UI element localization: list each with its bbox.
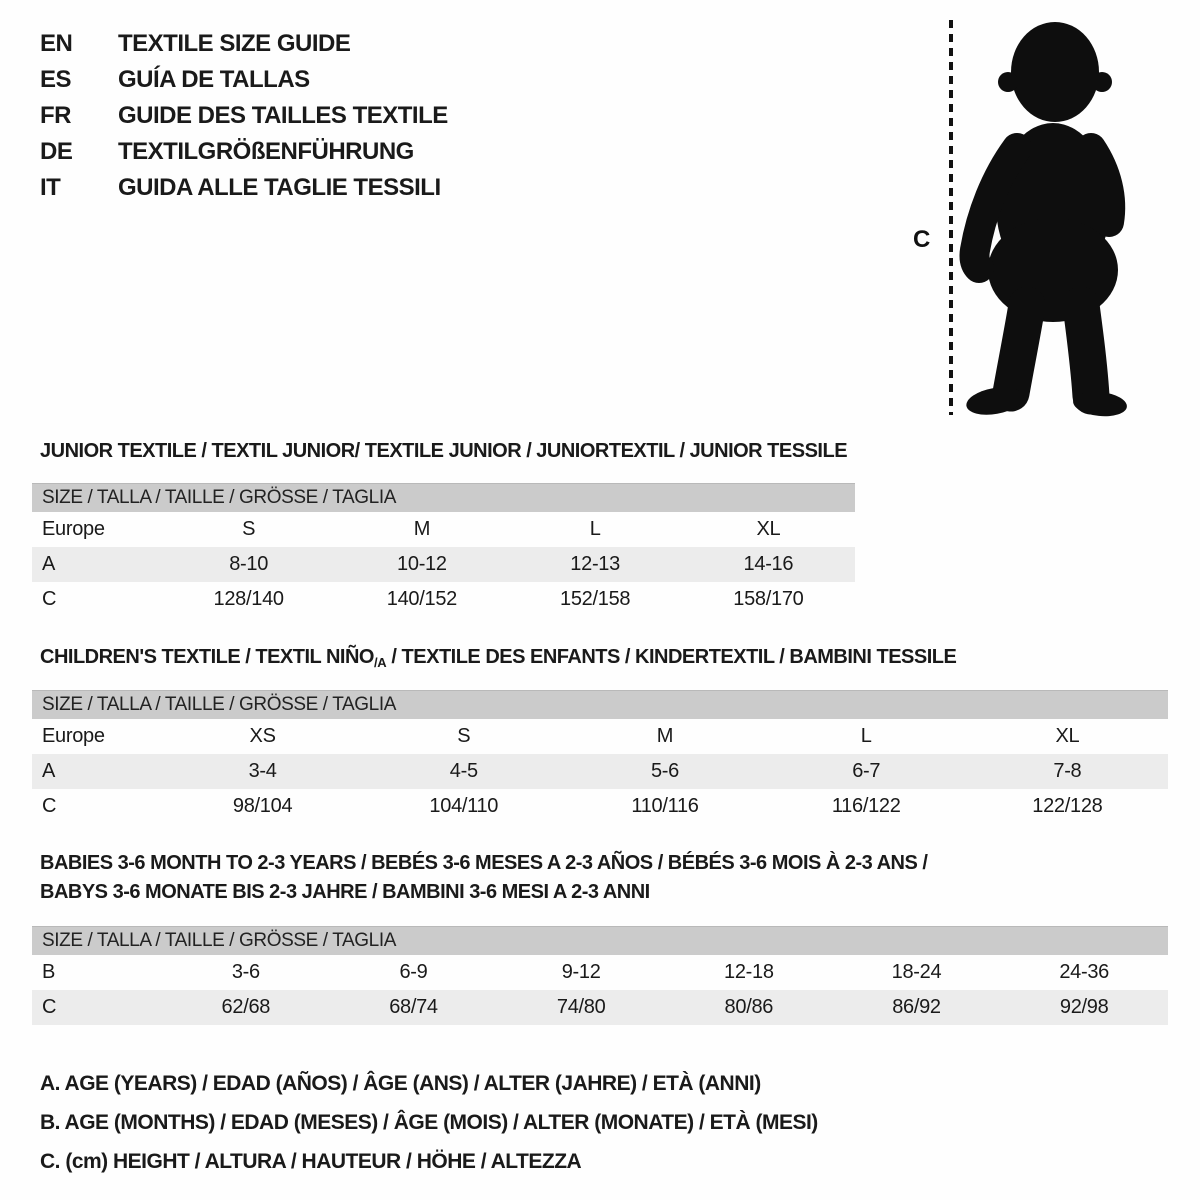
language-title: TEXTILGRÖßENFÜHRUNG <box>118 138 414 165</box>
table-row-height <box>32 789 1168 824</box>
baby-height-figure <box>895 10 1165 420</box>
age-cell: 18-24 <box>891 961 942 983</box>
language-row <box>40 62 448 98</box>
height-cell: 62/68 <box>221 996 271 1018</box>
height-cell: 104/110 <box>429 795 499 817</box>
section-title-junior: JUNIOR TEXTILE / TEXTIL JUNIOR/ TEXTILE JUNIOR / JUNIORTEXTIL / JUNIOR TESSILE <box>40 440 848 462</box>
size-cell: S <box>242 518 256 540</box>
size-cell: XL <box>756 518 781 540</box>
height-cell: 152/158 <box>560 588 631 610</box>
language-row <box>40 170 448 206</box>
language-code: DE <box>40 138 73 165</box>
row-label: Europe <box>42 518 105 540</box>
language-title: GUIDA ALLE TAGLIE TESSILI <box>118 174 441 201</box>
height-cell: 116/122 <box>831 795 901 817</box>
height-cell: 140/152 <box>386 588 457 610</box>
row-label: A <box>42 553 56 575</box>
children-size-table <box>32 690 1168 824</box>
title-text: / TEXTILE DES ENFANTS / KINDERTEXTIL / BAMBINI TESSILE <box>386 646 957 668</box>
age-cell: 8-10 <box>229 553 269 575</box>
age-cell: 12-18 <box>724 961 774 983</box>
age-cell: 9-12 <box>561 961 601 983</box>
language-title: GUIDE DES TAILLES TEXTILE <box>118 102 448 129</box>
junior-size-table <box>32 483 855 617</box>
row-label: C <box>42 795 57 817</box>
section-title-babies <box>40 849 927 907</box>
height-cell: 86/92 <box>892 996 941 1018</box>
row-label: B <box>42 961 56 983</box>
size-cell: M <box>413 518 431 540</box>
language-title-list <box>40 26 448 206</box>
size-cell: XL <box>1055 725 1080 747</box>
height-cell: 74/80 <box>556 996 606 1018</box>
note-height-cm: C. (cm) HEIGHT / ALTURA / HAUTEUR / HÖHE / ALTEZZA <box>40 1150 582 1173</box>
age-cell: 6-7 <box>852 760 881 782</box>
height-measure-label: C <box>913 226 931 253</box>
height-cell: 68/74 <box>389 996 438 1018</box>
title-line: BABIES 3-6 MONTH TO 2-3 YEARS / BEBÉS 3-6 MESES A 2-3 AÑOS / BÉBÉS 3-6 MOIS À 2-3 ANS / <box>40 852 928 874</box>
age-cell: 10-12 <box>397 553 447 575</box>
row-label: C <box>42 996 57 1018</box>
height-cell: 80/86 <box>724 996 774 1018</box>
table-row-height <box>32 582 855 617</box>
age-cell: 3-4 <box>248 760 277 782</box>
baby-silhouette-icon <box>964 22 1128 419</box>
height-cell: 110/116 <box>631 795 699 817</box>
title-line: BABYS 3-6 MONATE BIS 2-3 JAHRE / BAMBINI 3-6 MESI A 2-3 ANNI <box>40 881 650 903</box>
language-title: TEXTILE SIZE GUIDE <box>118 30 351 57</box>
size-header-bar: SIZE / TALLA / TAILLE / GRÖSSE / TAGLIA <box>32 690 1168 719</box>
table-row-age-months <box>32 955 1168 990</box>
section-title-children <box>40 643 956 673</box>
size-cell: M <box>656 725 674 747</box>
age-cell: 3-6 <box>231 961 260 983</box>
language-code: EN <box>40 30 73 57</box>
height-cell: 92/98 <box>1059 996 1109 1018</box>
language-row <box>40 98 448 134</box>
note-age-months: B. AGE (MONTHS) / EDAD (MESES) / ÂGE (MOIS) / ALTER (MONATE) / ETÀ (MESI) <box>40 1111 818 1134</box>
language-code: FR <box>40 102 71 129</box>
row-label: A <box>42 760 56 782</box>
row-label: Europe <box>42 725 105 747</box>
age-cell: 24-36 <box>1059 961 1109 983</box>
age-cell: 14-16 <box>743 553 794 575</box>
height-cell: 98/104 <box>232 795 293 817</box>
table-row-height <box>32 990 1168 1025</box>
age-cell: 12-13 <box>570 553 620 575</box>
size-header-bar: SIZE / TALLA / TAILLE / GRÖSSE / TAGLIA <box>32 483 855 512</box>
size-cell: S <box>457 725 471 747</box>
height-cell: 128/140 <box>213 588 284 610</box>
table-row-europe <box>32 719 1168 754</box>
age-cell: 6-9 <box>399 961 428 983</box>
language-row <box>40 134 448 170</box>
size-cell: XS <box>249 725 276 747</box>
language-code: IT <box>40 174 61 201</box>
size-cell: L <box>589 518 601 540</box>
age-cell: 4-5 <box>449 760 478 782</box>
title-text: CHILDREN'S TEXTILE / TEXTIL NIÑO <box>40 646 374 668</box>
size-cell: L <box>860 725 872 747</box>
table-row-europe <box>32 512 855 547</box>
language-title: GUÍA DE TALLAS <box>118 66 310 93</box>
height-cell: 158/170 <box>733 588 804 610</box>
language-code: ES <box>40 66 72 93</box>
age-cell: 5-6 <box>650 760 679 782</box>
note-age-years: A. AGE (YEARS) / EDAD (AÑOS) / ÂGE (ANS) / ALTER (JAHRE) / ETÀ (ANNI) <box>40 1072 761 1095</box>
language-row <box>40 26 448 62</box>
height-cell: 122/128 <box>1032 795 1103 817</box>
row-label: C <box>42 588 57 610</box>
size-header-bar: SIZE / TALLA / TAILLE / GRÖSSE / TAGLIA <box>32 926 1168 955</box>
table-row-age <box>32 754 1168 789</box>
table-row-age <box>32 547 855 582</box>
title-subscript: /A <box>373 655 387 670</box>
age-cell: 7-8 <box>1053 760 1082 782</box>
babies-size-table <box>32 926 1168 1025</box>
